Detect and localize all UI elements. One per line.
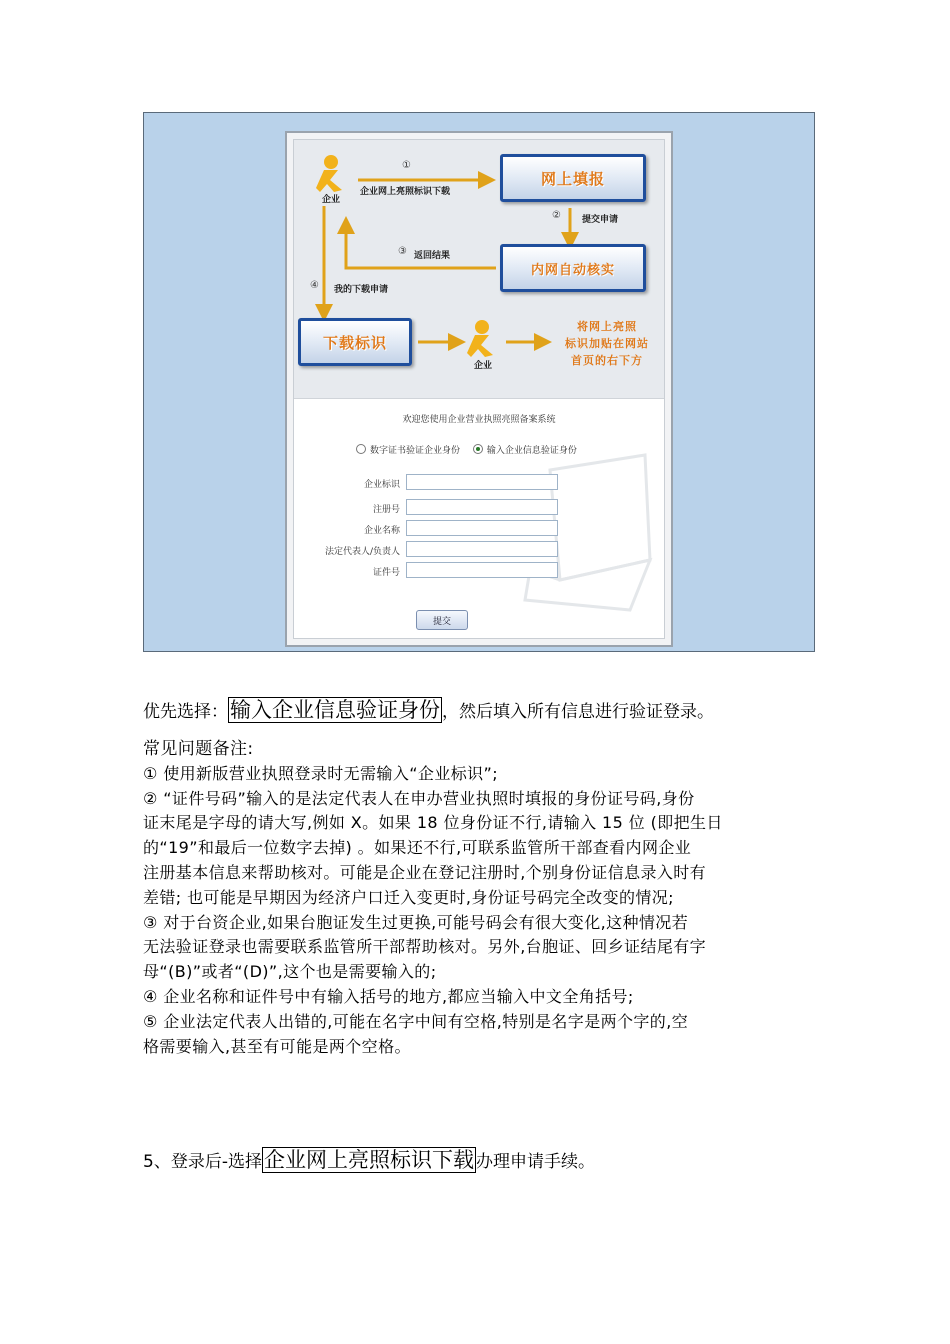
login-form — [294, 398, 664, 638]
faq-line: ④ 企业名称和证件号中有输入括号的地方,都应当输入中文全角括号; — [143, 986, 634, 1006]
faq-line: 注册基本信息来帮助核对。可能是企业在登记注册时,个别身份证信息录入时有 — [143, 862, 707, 882]
step2-label: 提交申请 — [582, 215, 619, 225]
step5-instruction — [143, 1144, 595, 1174]
field-label: 证件号 — [372, 568, 400, 578]
welcome-text: 欢迎您使用企业营业执照亮照备案系统 — [402, 415, 556, 425]
step5-highlight: 企业网上亮照标识下载 — [263, 1148, 474, 1172]
faq-line: 的“19”和最后一位数字去掉) 。如果还不行,可联系监管所干部查看内网企业 — [143, 838, 692, 858]
faq-line: 证末尾是字母的请大写,例如 X。如果 18 位身份证不行,请输入 15 位 (即把生日 — [143, 813, 723, 833]
arrow-step3 — [346, 222, 496, 268]
system-screenshot — [143, 112, 815, 652]
field-label: 企业标识 — [363, 480, 400, 490]
field-label: 法定代表人/负责人 — [324, 547, 400, 557]
step4-number: ④ — [310, 280, 319, 291]
faq-title: 常见问题备注: — [143, 739, 254, 759]
final-note — [552, 318, 662, 369]
login-window-content — [293, 139, 665, 639]
id-number-input[interactable] — [406, 562, 558, 578]
field-label: 注册号 — [372, 505, 400, 515]
field-label: 企业名称 — [363, 526, 400, 536]
enterprise-person-icon — [467, 320, 493, 357]
online-report-box: 网上填报 — [500, 154, 646, 202]
faq-notes — [143, 737, 813, 1059]
faq-line: 格需要输入,甚至有可能是两个空格。 — [143, 1036, 411, 1056]
faq-line: ⑤ 企业法定代表人出错的,可能在名字中间有空格,特别是名字是两个字的,空 — [143, 1011, 689, 1031]
faq-line: ② “证件号码”输入的是法定代表人在申办营业执照时填报的身份证号码,身份 — [143, 788, 695, 808]
radio-cert-option[interactable] — [356, 446, 460, 456]
field-enterprise-id — [294, 474, 664, 492]
step4-label: 我的下载申请 — [334, 285, 389, 295]
priority-prefix: 优先选择： — [143, 702, 228, 722]
process-flow-diagram — [294, 140, 664, 399]
field-registration-number — [294, 499, 664, 517]
final-note-line: 首页的右下方 — [571, 354, 643, 367]
radio-button-selected[interactable] — [473, 444, 483, 454]
enterprise-name-input[interactable] — [406, 520, 558, 536]
step2-number: ② — [552, 210, 561, 221]
radio-info-option[interactable] — [473, 446, 577, 456]
step1-label: 企业网上亮照标识下载 — [360, 187, 451, 197]
submit-button[interactable]: 提交 — [416, 610, 468, 630]
download-logo-box: 下载标识 — [298, 318, 412, 366]
field-enterprise-name — [294, 520, 664, 538]
auth-method-options — [356, 443, 577, 456]
login-window — [285, 131, 673, 647]
registration-number-input[interactable] — [406, 499, 558, 515]
faq-line: ① 使用新版营业执照登录时无需输入“企业标识”; — [143, 763, 498, 783]
field-id-number — [294, 562, 664, 580]
step3-label: 返回结果 — [414, 251, 451, 261]
final-note-line: 标识加贴在网站 — [565, 337, 649, 350]
final-note-line: 将网上亮照 — [577, 320, 637, 333]
radio-info-label: 输入企业信息验证身份 — [486, 446, 577, 456]
legal-representative-input[interactable] — [406, 541, 558, 557]
priority-instruction — [143, 694, 714, 724]
enterprise-id-input[interactable] — [406, 474, 558, 490]
enterprise-label-top: 企业 — [322, 195, 341, 205]
faq-line: 无法验证登录也需要联系监管所干部帮助核对。另外,台胞证、回乡证结尾有字 — [143, 937, 707, 957]
faq-line: 母“(B)”或者“(D)”,这个也是需要输入的; — [143, 962, 437, 982]
step5-prefix: 5、登录后-选择 — [143, 1152, 262, 1172]
radio-button[interactable] — [356, 444, 366, 454]
priority-highlight: 输入企业信息验证身份 — [230, 698, 440, 722]
enterprise-label-bottom: 企业 — [474, 361, 493, 371]
internal-check-box: 内网自动核实 — [500, 244, 646, 292]
radio-cert-label: 数字证书验证企业身份 — [370, 446, 461, 456]
step1-number: ① — [402, 160, 411, 171]
enterprise-person-icon — [316, 155, 342, 192]
field-legal-representative — [294, 541, 664, 559]
priority-suffix: ，然后填入所有信息进行验证登录。 — [442, 702, 714, 722]
step5-suffix: 办理申请手续。 — [475, 1152, 595, 1172]
faq-line: 差错; 也可能是早期因为经济户口迁入变更时,身份证号码完全改变的情况; — [143, 887, 674, 907]
faq-line: ③ 对于台资企业,如果台胞证发生过更换,可能号码会有很大变化,这种情况若 — [143, 912, 689, 932]
step3-number: ③ — [398, 246, 407, 257]
